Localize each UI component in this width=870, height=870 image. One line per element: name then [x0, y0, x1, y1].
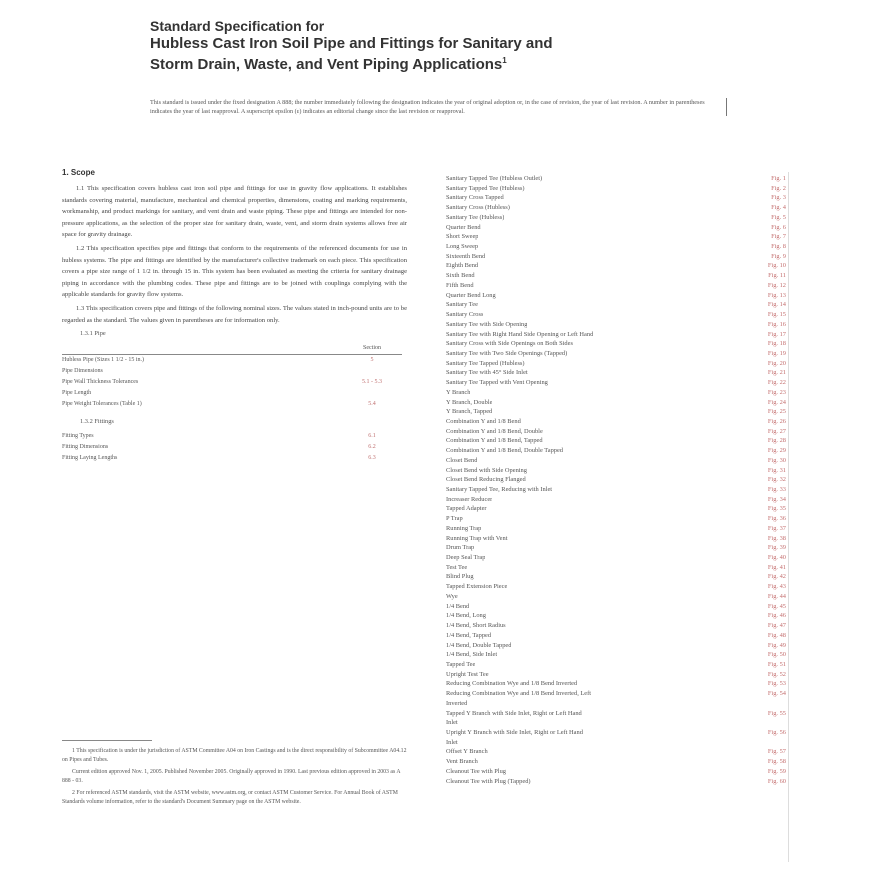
fitting-name: Tapped Extension Piece [446, 583, 508, 591]
fitting-name: Tapped Adapter [446, 505, 487, 513]
figure-ref-link[interactable]: Fig. 44 [767, 592, 786, 600]
figure-ref-link[interactable]: Fig. 54 [767, 690, 786, 698]
pipe-table [62, 343, 402, 410]
list-item [446, 213, 786, 223]
figure-ref-link[interactable] [756, 718, 786, 728]
figure-ref-link[interactable]: Fig. 18 [767, 340, 786, 348]
list-item [446, 718, 786, 728]
figure-ref-link[interactable]: Fig. 53 [767, 680, 786, 688]
table-cell-ref[interactable]: 5.4 [368, 401, 376, 408]
fitting-name: Closet Bend [446, 456, 478, 464]
fitting-name: Inverted [446, 699, 468, 707]
list-item [446, 466, 786, 476]
fitting-name: Tapped Y Branch with Side Inlet, Right or Left Hand [446, 709, 582, 717]
figure-ref-link[interactable]: Fig. 45 [767, 602, 786, 610]
footnote-3: 2 For referenced ASTM standards, visit the ASTM website, www.astm.org, or contact ASTM Customer Service. For Annual Book of ASTM Standards volume information, refer to the standard's Document Summary page on the ASTM website. [62, 790, 398, 805]
figure-ref-link[interactable]: Fig. 35 [767, 505, 786, 513]
fitting-name: Sanitary Tee with Side Opening [446, 320, 528, 328]
title-line-2: Hubless Cast Iron Soil Pipe and Fittings for Sanitary and [150, 35, 553, 52]
table-row [62, 399, 402, 410]
title-line-3 [150, 52, 750, 73]
figure-ref-link[interactable]: Fig. 5 [771, 213, 786, 221]
title-line-3-text: Storm Drain, Waste, and Vent Piping Applications [150, 56, 503, 73]
list-item [446, 184, 786, 194]
fitting-name: Sanitary Cross [446, 311, 484, 319]
fitting-name: Upright Y Branch with Side Inlet, Right or Left Hand [446, 728, 583, 736]
figure-ref-link[interactable]: Fig. 17 [767, 330, 786, 338]
fitting-name: Sanitary Cross (Hubless) [446, 204, 510, 212]
list-item [446, 475, 786, 485]
list-item [446, 388, 786, 398]
fitting-name: Sanitary Cross with Side Openings on Both Sides [446, 340, 573, 348]
list-item [446, 427, 786, 437]
pipe-table-header-section: Section [342, 343, 402, 355]
fitting-name: Y Branch, Tapped [446, 408, 493, 416]
table-cell: Pipe Length [62, 390, 92, 397]
figure-ref-link[interactable]: Fig. 21 [767, 369, 786, 377]
fitting-name: Sanitary Cross Tapped [446, 194, 504, 202]
list-item [446, 592, 786, 602]
figure-ref-link[interactable] [756, 699, 786, 709]
list-item [446, 524, 786, 534]
list-item [446, 611, 786, 621]
table-cell: Pipe Weight Tolerances (Table 1) [62, 401, 142, 408]
designation-note: This standard is issued under the fixed designation A 888; the number immediately following the designation indicates the year of original adoption or, in the case of revision, the year of last revision. A number in parentheses indicates the year of last reapproval. A superscript epsilon (ε) indicates an editorial change since the last revision or reapproval. [150, 98, 727, 116]
list-item [446, 193, 786, 203]
pipe-table-header-item [62, 343, 342, 355]
figure-ref-link[interactable]: Fig. 2 [771, 184, 786, 192]
list-item [446, 232, 786, 242]
footnote-2: Current edition approved Nov. 1, 2005. Published November 2005. Originally approved in 1990. Last previous edition approved in 2003 as A 888 - 03. [62, 769, 401, 784]
figure-ref-link[interactable]: Fig. 52 [767, 670, 786, 678]
table-cell-ref[interactable]: 5 [370, 357, 374, 364]
fitting-name: P Trap [446, 515, 463, 523]
list-item [446, 553, 786, 563]
fitting-name: Vent Branch [446, 758, 478, 766]
table-cell: Fitting Laying Lengths [62, 455, 118, 462]
list-item [446, 543, 786, 553]
list-item [446, 310, 786, 320]
list-item [446, 359, 786, 369]
list-item [446, 689, 786, 699]
figure-ref-link[interactable]: Fig. 13 [767, 291, 786, 299]
fitting-name: Combination Y and 1/8 Bend, Double Tapped [446, 447, 563, 455]
fitting-name: Quarter Bend [446, 223, 481, 231]
list-item [446, 223, 786, 233]
fitting-name: 1/4 Bend, Long [446, 612, 486, 620]
fitting-name: Sanitary Tapped Tee (Hubless) [446, 184, 525, 192]
list-item [446, 436, 786, 446]
figure-ref-link[interactable]: Fig. 49 [767, 641, 786, 649]
fitting-name: Inlet [446, 719, 458, 727]
fitting-name: Sanitary Tee Tapped (Hubless) [446, 359, 525, 367]
figure-ref-link[interactable]: Fig. 39 [767, 544, 786, 552]
figure-ref-link[interactable]: Fig. 7 [771, 233, 786, 241]
list-item [446, 534, 786, 544]
figure-ref-link[interactable]: Fig. 51 [767, 660, 786, 668]
fitting-name: Upright Test Tee [446, 670, 489, 678]
list-item [446, 757, 786, 767]
figure-ref-link[interactable]: Fig. 57 [767, 748, 786, 756]
list-item [446, 747, 786, 757]
figure-ref-link[interactable]: Fig. 20 [767, 359, 786, 367]
list-item [446, 349, 786, 359]
figure-ref-link[interactable]: Fig. 36 [767, 515, 786, 523]
list-item [446, 514, 786, 524]
fittings-table [62, 431, 402, 464]
list-item [446, 339, 786, 349]
table-row [62, 431, 402, 442]
table-cell-ref[interactable]: 5.1 - 5.3 [362, 379, 382, 386]
figure-ref-link[interactable]: Fig. 6 [771, 223, 786, 231]
figure-ref-link[interactable]: Fig. 50 [767, 651, 786, 659]
figure-ref-link[interactable]: Fig. 16 [767, 320, 786, 328]
figure-ref-link[interactable]: Fig. 55 [767, 709, 786, 717]
scope-paragraph-2: 1.2 This specification specifies pipe and fittings that conform to the requirements of the referenced documents for use in hubless systems. The pipe and fittings are identified by the manufacturer's collective trademark on each piece. This specification covers a pipe size range of 1 1/2 in. through 15 in. This system has been evaluated as meeting the criteria for sanitary drainage piping in accordance with the plumbing codes. These pipe and fittings are to be joined with couplings complying with the applicable standards for gravity flow systems. [62, 244, 407, 299]
list-item [446, 641, 786, 651]
list-item [446, 602, 786, 612]
fitting-name: Long Sweep [446, 243, 479, 251]
list-item [446, 368, 786, 378]
fitting-name: Sanitary Tapped Tee (Hubless Outlet) [446, 175, 543, 182]
list-item [446, 174, 786, 184]
fitting-name: Cleanout Tee with Plug [446, 767, 506, 775]
fitting-name: Fifth Bend [446, 281, 474, 289]
fitting-name: Y Branch, Double [446, 398, 493, 406]
figure-ref-link[interactable]: Fig. 48 [767, 631, 786, 639]
fitting-name: Quarter Bend Long [446, 291, 496, 299]
fitting-name: Test Tee [446, 563, 468, 571]
list-item [446, 504, 786, 514]
fitting-name: 1/4 Bend, Side Inlet [446, 651, 498, 659]
table-cell-ref[interactable]: 6.2 [368, 444, 376, 451]
scope-heading: 1. Scope [62, 168, 95, 177]
list-item [446, 699, 786, 709]
fitting-name: Inlet [446, 738, 458, 746]
figure-ref-link[interactable]: Fig. 46 [767, 612, 786, 620]
figure-ref-link[interactable]: Fig. 43 [767, 583, 786, 591]
table-cell-ref[interactable]: 6.3 [368, 455, 376, 462]
figure-ref-link[interactable]: Fig. 27 [767, 427, 786, 435]
title-line-1: Standard Specification for [150, 18, 325, 34]
figure-ref-link[interactable]: Fig. 28 [767, 437, 786, 445]
fitting-name: Sanitary Tee [446, 301, 478, 309]
fitting-name: Wye [446, 592, 458, 600]
list-item [446, 242, 786, 252]
list-item [446, 485, 786, 495]
figure-ref-link[interactable]: Fig. 47 [767, 622, 786, 630]
figure-ref-link[interactable]: Fig. 4 [771, 204, 786, 212]
table-cell-ref[interactable]: 6.1 [368, 433, 376, 440]
figure-ref-link[interactable]: Fig. 19 [767, 349, 786, 357]
list-item [446, 456, 786, 466]
fitting-name: 1/4 Bend, Short Radius [446, 622, 506, 630]
list-item [446, 495, 786, 505]
fitting-name: Offset Y Branch [446, 748, 488, 756]
figure-ref-link[interactable]: Fig. 59 [767, 767, 786, 775]
fitting-name: Increaser Reducer [446, 495, 493, 503]
table-cell: Hubless Pipe (Sizes 1 1/2 - 15 in.) [62, 357, 144, 364]
list-item [446, 271, 786, 281]
fitting-name: Sixteenth Bend [446, 252, 486, 260]
list-item [446, 660, 786, 670]
fitting-name: Closet Bend with Side Opening [446, 466, 527, 474]
figure-ref-link[interactable]: Fig. 9 [771, 252, 786, 260]
list-item [446, 417, 786, 427]
list-item [446, 777, 786, 787]
table-row [62, 366, 402, 377]
fitting-name: Cleanout Tee with Plug (Tapped) [446, 777, 531, 785]
list-item [446, 291, 786, 301]
list-item [446, 572, 786, 582]
document-header [150, 18, 750, 73]
fitting-name: Drum Trap [446, 544, 475, 552]
figure-ref-link[interactable]: Fig. 56 [767, 728, 786, 736]
figure-ref-link[interactable]: Fig. 1 [771, 175, 786, 182]
figure-ref-link[interactable]: Fig. 32 [767, 476, 786, 484]
figure-ref-link[interactable]: Fig. 34 [767, 495, 786, 503]
list-item [446, 670, 786, 680]
figure-ref-link[interactable]: Fig. 15 [767, 311, 786, 319]
table-cell: Pipe Wall Thickness Tolerances [62, 379, 139, 386]
figure-ref-link[interactable]: Fig. 14 [767, 301, 786, 309]
fitting-name: Sanitary Tee Tapped with Vent Opening [446, 379, 548, 387]
table-cell: Fitting Dimensions [62, 444, 109, 451]
column-divider [788, 172, 789, 862]
fitting-name: Short Sweep [446, 233, 479, 241]
figure-ref-link[interactable]: Fig. 40 [767, 554, 786, 562]
list-item [446, 738, 786, 748]
list-item [446, 767, 786, 777]
list-item [446, 582, 786, 592]
fitting-name: Sanitary Tapped Tee, Reducing with Inlet [446, 486, 553, 493]
fitting-name: Tapped Tee [446, 660, 476, 668]
footnotes [62, 740, 407, 811]
list-item [446, 252, 786, 262]
title-footnote-mark: 1 [502, 56, 507, 65]
fitting-name: 1/4 Bend, Tapped [446, 631, 492, 639]
list-item [446, 631, 786, 641]
fittings-index-list [446, 174, 786, 786]
fitting-name: Sanitary Tee with 45° Side Inlet [446, 369, 528, 377]
fitting-name: Deep Seal Trap [446, 554, 486, 562]
footnote-divider [62, 740, 152, 741]
figure-ref-link[interactable]: Fig. 37 [767, 524, 786, 532]
fittings-subheading: 1.3.2 Fittings [80, 418, 114, 426]
fitting-name: Eighth Bend [446, 262, 479, 270]
figure-ref-link[interactable]: Fig. 42 [767, 573, 786, 581]
table-row [62, 377, 402, 388]
fitting-name: Y Branch [446, 388, 471, 396]
table-row [62, 355, 402, 367]
fitting-name: Running Trap with Vent [446, 534, 508, 542]
fitting-name: Combination Y and 1/8 Bend, Tapped [446, 437, 543, 445]
scope-paragraph-1: 1.1 This specification covers hubless cast iron soil pipe and fittings for use in gravity flow applications. It establishes standards covering material, manufacture, mechanical and chemical properties, dimensions, coating and marking requirements, workmanship, and product markings for sanitary, and vent drain and waste piping. These pipe and fittings are intended for non-pressure applications, as the selection of the proper size for sanitary drain, waste, vent, and storm drain systems allows free air space for gravity drainage. [62, 185, 407, 239]
list-item [446, 407, 786, 417]
fitting-name: 1/4 Bend, Double Tapped [446, 641, 512, 649]
figure-ref-link[interactable]: Fig. 23 [767, 388, 786, 396]
pipe-table-header [62, 343, 402, 355]
fitting-name: Closet Bend Reducing Flanged [446, 476, 526, 484]
list-item [446, 398, 786, 408]
table-row [62, 442, 402, 453]
list-item [446, 281, 786, 291]
figure-ref-link[interactable]: Fig. 24 [767, 398, 786, 406]
figure-ref-link[interactable]: Fig. 41 [767, 563, 786, 571]
figure-ref-link[interactable]: Fig. 11 [768, 272, 786, 280]
figure-ref-link[interactable]: Fig. 10 [767, 262, 786, 270]
table-row [62, 453, 402, 464]
list-item [446, 330, 786, 340]
fitting-name: Running Trap [446, 524, 482, 532]
list-item [446, 446, 786, 456]
fitting-name: Reducing Combination Wye and 1/8 Bend Inverted, Left [446, 690, 592, 698]
fitting-name: Sanitary Tee with Right Hand Side Opening or Left Hand [446, 330, 594, 338]
table-cell: Pipe Dimensions [62, 368, 103, 375]
fitting-name: Blind Plug [446, 573, 474, 581]
figure-ref-link[interactable]: Fig. 31 [767, 466, 786, 474]
figure-ref-link[interactable]: Fig. 25 [767, 408, 786, 416]
pipe-subheading: 1.3.1 Pipe [80, 330, 106, 338]
figure-ref-link[interactable]: Fig. 8 [771, 243, 786, 251]
figure-ref-link[interactable]: Fig. 26 [767, 417, 786, 425]
footnote-1: 1 This specification is under the jurisdiction of ASTM Committee A04 on Iron Castings and is the direct responsibility of Subcommittee A04.12 on Pipes and Tubes. [62, 748, 407, 763]
table-cell-ref[interactable] [342, 388, 402, 399]
fitting-name: Reducing Combination Wye and 1/8 Bend Inverted [446, 680, 578, 688]
list-item [446, 709, 786, 719]
list-item [446, 203, 786, 213]
figure-ref-link[interactable]: Fig. 38 [767, 534, 786, 542]
fitting-name: Combination Y and 1/8 Bend, Double [446, 427, 543, 435]
table-cell: Fitting Types [62, 433, 94, 440]
fitting-name: 1/4 Bend [446, 602, 470, 610]
list-item [446, 300, 786, 310]
scope-paragraph-3: 1.3 This specification covers pipe and fittings of the following nominal sizes. The values stated in inch-pound units are to be regarded as the standard. The values given in parentheses are for information only. [62, 304, 407, 324]
figure-ref-link[interactable]: Fig. 29 [767, 447, 786, 455]
figure-ref-link[interactable] [756, 738, 786, 748]
figure-ref-link[interactable]: Fig. 3 [771, 194, 786, 202]
left-column [62, 168, 407, 464]
list-item [446, 378, 786, 388]
list-item [446, 679, 786, 689]
figure-ref-link[interactable]: Fig. 30 [767, 456, 786, 464]
fitting-name: Sanitary Tee (Hubless) [446, 213, 505, 221]
list-item [446, 728, 786, 738]
figure-ref-link[interactable]: Fig. 60 [767, 777, 786, 785]
figure-ref-link[interactable]: Fig. 58 [767, 758, 786, 766]
figure-ref-link[interactable]: Fig. 33 [767, 486, 786, 493]
list-item [446, 261, 786, 271]
list-item [446, 621, 786, 631]
list-item [446, 650, 786, 660]
right-column [446, 174, 786, 786]
list-item [446, 320, 786, 330]
figure-ref-link[interactable]: Fig. 12 [767, 281, 786, 289]
table-cell-ref[interactable] [342, 366, 402, 377]
fitting-name: Combination Y and 1/8 Bend [446, 417, 521, 425]
fitting-name: Sanitary Tee with Two Side Openings (Tapped) [446, 349, 568, 357]
fitting-name: Sixth Bend [446, 272, 475, 280]
table-row [62, 388, 402, 399]
figure-ref-link[interactable]: Fig. 22 [767, 379, 786, 387]
list-item [446, 563, 786, 573]
